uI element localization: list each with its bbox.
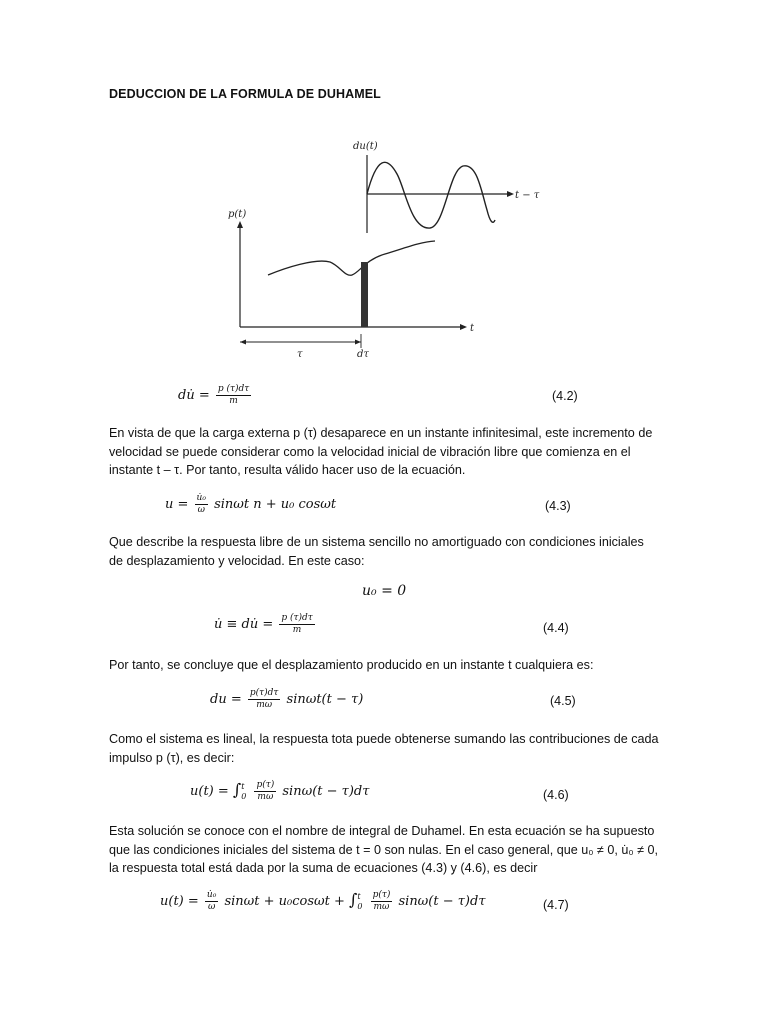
tau-label: τ [297,349,303,360]
eq45-den: mω [256,700,273,710]
eq45-lhs: du = [210,692,242,707]
impulse-strip [361,262,368,327]
equation-number-4-6: (4.6) [543,788,569,802]
equation-number-4-2: (4.2) [552,389,578,403]
paragraph-2: Que describe la respuesta libre de un sistema sencillo no amortiguado con condiciones iniciales de desplazamiento y velocidad. En este caso: [109,535,644,568]
dtau-label: dτ [357,349,369,360]
eq46-rest: sinω(t − τ)dτ [282,784,370,799]
eq47-upper: t [357,891,361,901]
paragraph-3: Por tanto, se concluye que el desplazamiento producido en un instante t cualquiera es: [109,658,594,672]
paragraph-5: Esta solución se conoce con el nombre de integral de Duhamel. En esta ecuación se ha supuesto que las condiciones iniciales del sistema de t = 0 son nulas. En el caso general, que u₀ ≠ 0, u̇₀ ≠ 0, la respuesta total está dada por la suma de ecuaciones (4.3) y (4.6), es decir [109,824,658,875]
eq46-num: p(τ) [256,780,275,790]
equation-4-3 [165,493,336,516]
eq46-lower: 0 [241,791,247,801]
integral-sign-2: ∫ [349,890,358,909]
eq47-den2: mω [373,902,390,912]
duhamel-figure [225,130,555,365]
eq45-rest: sinωt(t − τ) [286,692,364,707]
eq45-num: p(τ)dτ [249,688,279,698]
eq42-num: p (τ)dτ [217,384,250,394]
equation-number-4-3: (4.3) [545,499,571,513]
eq47-num1: u̇₀ [206,890,217,900]
load-curve [268,241,435,275]
equation-4-7 [160,890,486,913]
document-title: DEDUCCION DE LA FORMULA DE DUHAMEL [109,87,381,101]
t-axis-label: t [470,323,475,334]
eq46-upper: t [241,781,245,791]
eq44-den: m [292,625,302,635]
equation-4-6 [190,780,369,803]
eq43-num: u̇₀ [196,493,206,503]
paragraph-1: En vista de que la carga externa p (τ) desaparece en un instante infinitesimal, este incremento de velocidad se puede considerar como la velocidad inicial de vibración libre que comienza en el instante t – τ. Por tanto, resulta válido hacer uso de la ecuación. [109,426,653,477]
eq43-rest: sinωt n + u₀ cosωt [214,497,337,512]
eq42-lhs: du̇ = [178,388,210,403]
equation-4-5 [210,688,363,711]
eq47-lhs: u(t) = [160,894,199,909]
equation-number-4-4: (4.4) [543,621,569,635]
eq47-num2: p(τ) [372,890,391,900]
eq47-den1: ω [207,902,216,912]
t-tau-label: t − τ [515,190,540,201]
equation-4-4 [214,613,317,636]
du-axis-label: du(t) [353,141,378,152]
eq47-lower: 0 [357,901,363,911]
p-axis-label: p(t) [228,209,247,220]
equation-4-2 [178,384,253,407]
eq44-lhs: u̇ ≡ du̇ = [214,617,274,632]
eq46-den: mω [257,792,274,802]
eq43-lhs: u = [165,497,189,512]
eq44-num: p (τ)dτ [281,613,313,623]
eq47-mid: sinωt + u₀cosωt + [224,894,345,909]
eq42-den: m [229,396,238,406]
equation-number-4-5: (4.5) [550,694,576,708]
eq43-den: ω [197,505,205,515]
integral-sign: ∫ [232,780,242,799]
eq47-rest: sinω(t − τ)dτ [398,894,486,909]
equation-number-4-7: (4.7) [543,898,569,912]
eq46-lhs: u(t) = [190,784,229,799]
equation-u0: u₀ = 0 [362,583,407,599]
sine-wave [367,162,495,228]
paragraph-4: Como el sistema es lineal, la respuesta tota puede obtenerse sumando las contribuciones de cada impulso p (τ), es decir: [109,732,659,765]
